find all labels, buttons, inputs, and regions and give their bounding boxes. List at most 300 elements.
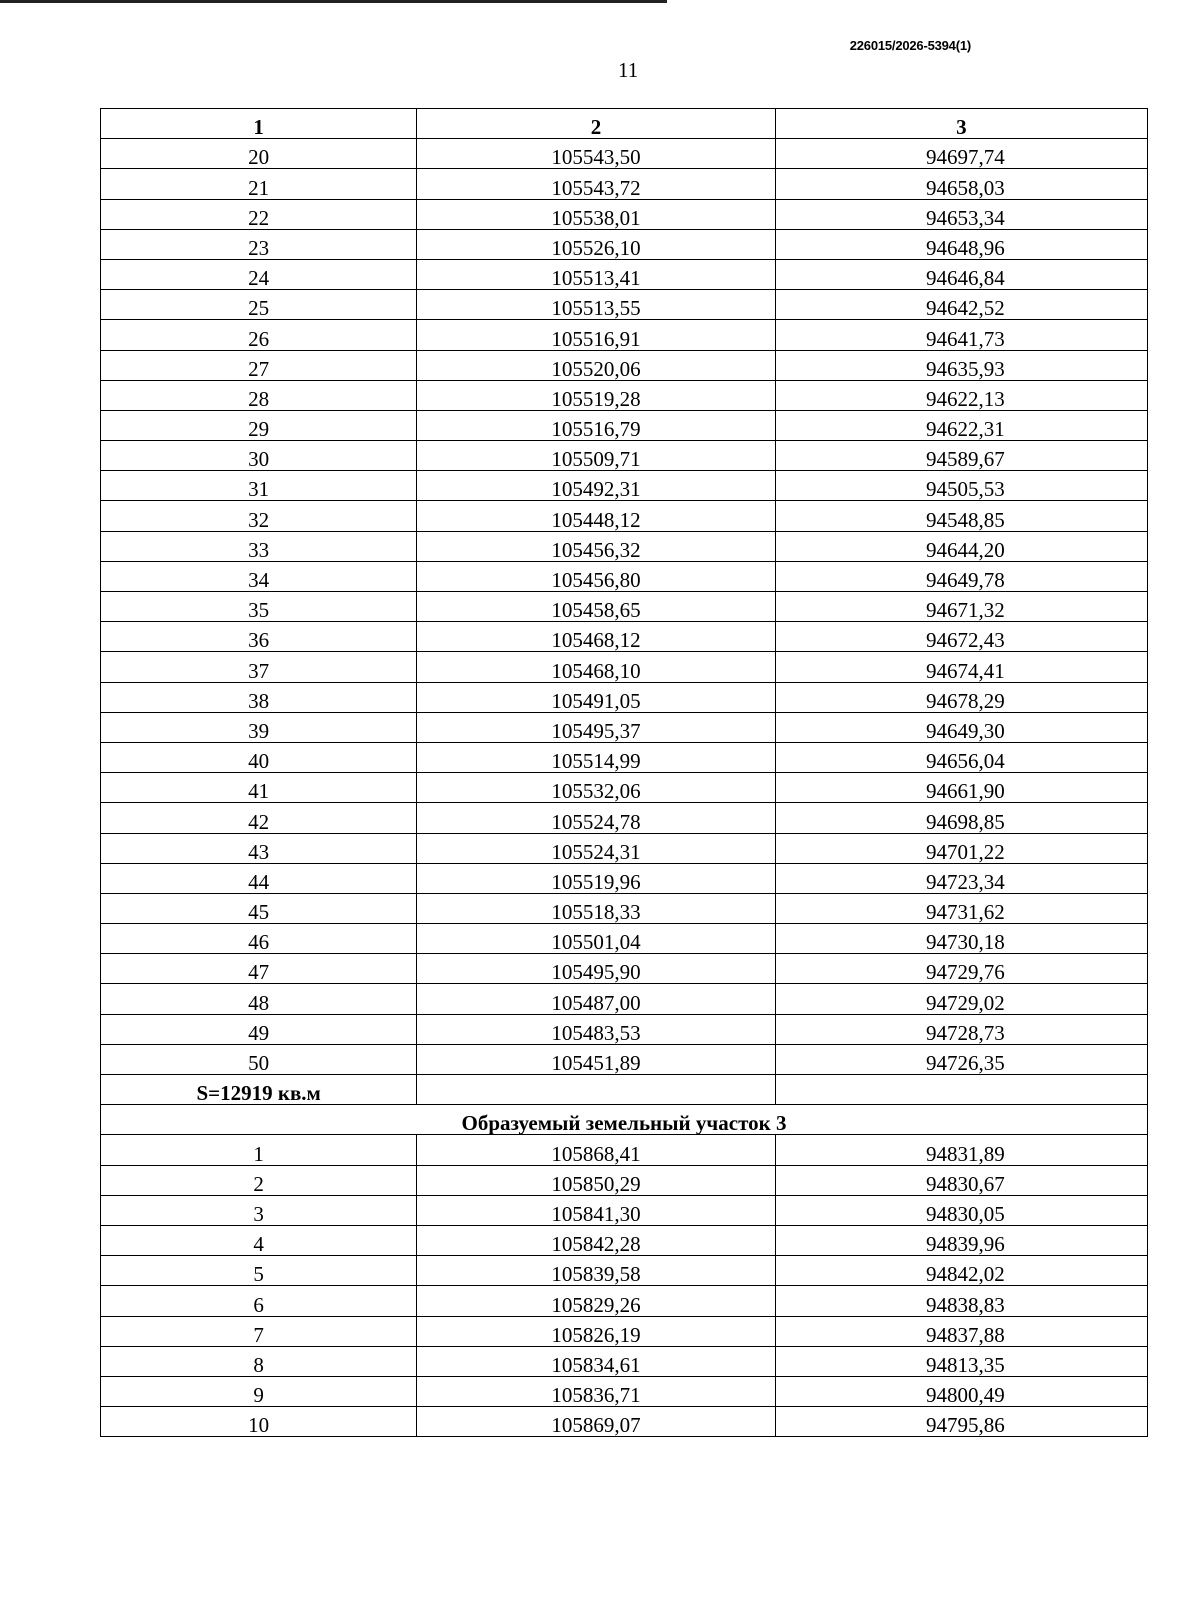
y-coordinate-text: 94646,84 <box>925 266 1005 291</box>
x-coordinate-cell <box>417 592 775 622</box>
table-row <box>101 1376 1148 1406</box>
point-number-cell <box>101 742 417 772</box>
point-number-text: 26 <box>248 326 270 351</box>
point-number-cell <box>101 561 417 591</box>
point-number-cell <box>101 259 417 289</box>
table-row <box>101 652 1148 682</box>
y-coordinate-text: 94723,34 <box>925 869 1005 894</box>
x-coordinate-cell <box>417 229 775 259</box>
table-row <box>101 229 1148 259</box>
y-coordinate-text: 94729,76 <box>925 960 1005 985</box>
x-coordinate-text: 105495,37 <box>551 718 641 743</box>
top-rule <box>0 0 667 3</box>
table-row <box>101 199 1148 229</box>
point-number-text: 3 <box>253 1201 264 1226</box>
x-coordinate-text: 105483,53 <box>551 1020 641 1045</box>
y-coordinate-cell <box>775 1044 1147 1074</box>
point-number-cell <box>101 1044 417 1074</box>
y-coordinate-text: 94731,62 <box>925 900 1005 925</box>
point-number-cell <box>101 954 417 984</box>
point-number-text: 36 <box>248 628 270 653</box>
y-coordinate-text: 94726,35 <box>925 1051 1005 1075</box>
point-number-text: 43 <box>248 839 270 864</box>
point-number-cell <box>101 410 417 440</box>
point-number-cell <box>101 682 417 712</box>
point-number-cell <box>101 833 417 863</box>
point-number-text: 22 <box>248 205 270 230</box>
x-coordinate-cell <box>417 803 775 833</box>
y-coordinate-text: 94672,43 <box>925 628 1005 653</box>
column-header-1: 1 <box>101 109 417 139</box>
x-coordinate-text: 105516,91 <box>551 326 641 351</box>
x-coordinate-cell <box>417 863 775 893</box>
x-coordinate-cell <box>417 1014 775 1044</box>
y-coordinate-cell <box>775 561 1147 591</box>
point-number-cell <box>101 380 417 410</box>
y-coordinate-text: 94837,88 <box>925 1322 1005 1347</box>
x-coordinate-text: 105509,71 <box>551 447 641 472</box>
x-coordinate-text: 105514,99 <box>551 749 641 774</box>
x-coordinate-cell <box>417 561 775 591</box>
point-number-text: 21 <box>248 175 270 200</box>
table-area-section <box>101 1075 1148 1135</box>
x-coordinate-cell <box>417 441 775 471</box>
section-title-row <box>101 1105 1148 1135</box>
point-number-text: 40 <box>248 749 270 774</box>
y-coordinate-text: 94622,13 <box>925 386 1005 411</box>
table-row <box>101 924 1148 954</box>
x-coordinate-cell <box>417 1316 775 1346</box>
point-number-cell <box>101 652 417 682</box>
table-row <box>101 954 1148 984</box>
y-coordinate-cell <box>775 742 1147 772</box>
table-row <box>101 984 1148 1014</box>
area-row <box>101 1075 1148 1105</box>
y-coordinate-cell <box>775 380 1147 410</box>
x-coordinate-cell <box>417 471 775 501</box>
y-coordinate-text: 94635,93 <box>925 356 1005 381</box>
x-coordinate-text: 105524,31 <box>551 839 641 864</box>
table-row <box>101 259 1148 289</box>
x-coordinate-cell <box>417 350 775 380</box>
point-number-cell <box>101 1286 417 1316</box>
y-coordinate-text: 94701,22 <box>925 839 1005 864</box>
point-number-text: 5 <box>253 1262 264 1287</box>
y-coordinate-text: 94678,29 <box>925 688 1005 713</box>
point-number-text: 37 <box>248 658 270 683</box>
point-number-text: 48 <box>248 990 270 1015</box>
x-coordinate-cell <box>417 1165 775 1195</box>
y-coordinate-cell <box>775 1286 1147 1316</box>
x-coordinate-cell <box>417 1135 775 1165</box>
y-coordinate-cell <box>775 924 1147 954</box>
x-coordinate-cell <box>417 682 775 712</box>
table-row <box>101 1044 1148 1074</box>
y-coordinate-cell <box>775 1346 1147 1376</box>
y-coordinate-cell <box>775 1195 1147 1225</box>
point-number-text: 9 <box>253 1383 264 1408</box>
y-coordinate-cell <box>775 199 1147 229</box>
y-coordinate-text: 94661,90 <box>925 779 1005 804</box>
area-label: S=12919 кв.м <box>101 1075 417 1105</box>
x-coordinate-cell <box>417 954 775 984</box>
column-header-2: 2 <box>417 109 775 139</box>
y-coordinate-cell <box>775 652 1147 682</box>
y-coordinate-cell <box>775 863 1147 893</box>
x-coordinate-text: 105519,28 <box>551 386 641 411</box>
table-header-row <box>101 109 1148 139</box>
y-coordinate-cell <box>775 501 1147 531</box>
x-coordinate-text: 105458,65 <box>551 598 641 623</box>
point-number-text: 24 <box>248 266 270 291</box>
x-coordinate-cell <box>417 531 775 561</box>
table-row <box>101 441 1148 471</box>
x-coordinate-cell <box>417 742 775 772</box>
x-coordinate-text: 105526,10 <box>551 235 641 260</box>
coordinates-table <box>100 108 1148 1437</box>
y-coordinate-text: 94641,73 <box>925 326 1005 351</box>
point-number-text: 27 <box>248 356 270 381</box>
x-coordinate-cell <box>417 199 775 229</box>
x-coordinate-cell <box>417 501 775 531</box>
section-title: Образуемый земельный участок 3 <box>101 1105 1148 1135</box>
x-coordinate-cell <box>417 139 775 169</box>
y-coordinate-text: 94729,02 <box>925 990 1005 1015</box>
x-coordinate-cell <box>417 1407 775 1437</box>
y-coordinate-cell <box>775 259 1147 289</box>
table-row <box>101 682 1148 712</box>
point-number-text: 39 <box>248 718 270 743</box>
table-row <box>101 863 1148 893</box>
point-number-cell <box>101 320 417 350</box>
y-coordinate-text: 94658,03 <box>925 175 1005 200</box>
y-coordinate-text: 94813,35 <box>925 1352 1005 1377</box>
table-row <box>101 1407 1148 1437</box>
table-row <box>101 531 1148 561</box>
x-coordinate-cell <box>417 1346 775 1376</box>
y-coordinate-cell <box>775 954 1147 984</box>
y-coordinate-text: 94622,31 <box>925 417 1005 442</box>
y-coordinate-text: 94649,30 <box>925 718 1005 743</box>
y-coordinate-text: 94671,32 <box>925 598 1005 623</box>
x-coordinate-text: 105456,32 <box>551 537 641 562</box>
y-coordinate-text: 94656,04 <box>925 749 1005 774</box>
table-row <box>101 320 1148 350</box>
point-number-cell <box>101 924 417 954</box>
area-empty-cell <box>775 1075 1147 1105</box>
point-number-cell <box>101 1195 417 1225</box>
x-coordinate-cell <box>417 924 775 954</box>
point-number-text: 47 <box>248 960 270 985</box>
point-number-cell <box>101 1256 417 1286</box>
y-coordinate-text: 94698,85 <box>925 809 1005 834</box>
x-coordinate-cell <box>417 833 775 863</box>
y-coordinate-cell <box>775 773 1147 803</box>
y-coordinate-cell <box>775 803 1147 833</box>
point-number-cell <box>101 803 417 833</box>
point-number-text: 4 <box>253 1232 264 1257</box>
x-coordinate-text: 105842,28 <box>551 1232 641 1257</box>
x-coordinate-text: 105456,80 <box>551 568 641 592</box>
x-coordinate-text: 105492,31 <box>551 477 641 502</box>
x-coordinate-text: 105839,58 <box>551 1262 641 1287</box>
point-number-text: 35 <box>248 598 270 623</box>
x-coordinate-text: 105468,12 <box>551 628 641 653</box>
point-number-text: 34 <box>248 568 270 592</box>
x-coordinate-text: 105519,96 <box>551 869 641 894</box>
x-coordinate-text: 105516,79 <box>551 417 641 442</box>
x-coordinate-text: 105834,61 <box>551 1352 641 1377</box>
table-row <box>101 742 1148 772</box>
point-number-text: 45 <box>248 900 270 925</box>
x-coordinate-text: 105868,41 <box>551 1141 641 1166</box>
x-coordinate-text: 105468,10 <box>551 658 641 683</box>
table-row <box>101 1316 1148 1346</box>
x-coordinate-cell <box>417 652 775 682</box>
point-number-cell <box>101 1014 417 1044</box>
x-coordinate-text: 105513,55 <box>551 296 641 321</box>
table-row <box>101 380 1148 410</box>
point-number-cell <box>101 1376 417 1406</box>
y-coordinate-text: 94648,96 <box>925 235 1005 260</box>
point-number-cell <box>101 471 417 501</box>
x-coordinate-text: 105850,29 <box>551 1171 641 1196</box>
x-coordinate-text: 105451,89 <box>551 1051 641 1075</box>
point-number-text: 32 <box>248 507 270 532</box>
point-number-text: 20 <box>248 145 270 170</box>
point-number-text: 29 <box>248 417 270 442</box>
table-row <box>101 833 1148 863</box>
point-number-text: 10 <box>248 1413 270 1438</box>
table-row <box>101 1225 1148 1255</box>
point-number-text: 31 <box>248 477 270 502</box>
y-coordinate-text: 94548,85 <box>925 507 1005 532</box>
x-coordinate-cell <box>417 290 775 320</box>
y-coordinate-cell <box>775 169 1147 199</box>
x-coordinate-cell <box>417 1195 775 1225</box>
y-coordinate-cell <box>775 984 1147 1014</box>
point-number-text: 2 <box>253 1171 264 1196</box>
x-coordinate-text: 105487,00 <box>551 990 641 1015</box>
point-number-text: 25 <box>248 296 270 321</box>
y-coordinate-cell <box>775 893 1147 923</box>
point-number-cell <box>101 622 417 652</box>
y-coordinate-text: 94830,67 <box>925 1171 1005 1196</box>
y-coordinate-text: 94839,96 <box>925 1232 1005 1257</box>
table-row <box>101 1195 1148 1225</box>
x-coordinate-text: 105501,04 <box>551 930 641 955</box>
page-number: 11 <box>618 58 639 82</box>
point-number-cell <box>101 592 417 622</box>
y-coordinate-text: 94505,53 <box>925 477 1005 502</box>
point-number-text: 44 <box>248 869 270 894</box>
x-coordinate-text: 105829,26 <box>551 1292 641 1317</box>
table-row <box>101 1346 1148 1376</box>
x-coordinate-text: 105543,72 <box>551 175 641 200</box>
y-coordinate-cell <box>775 410 1147 440</box>
point-number-text: 1 <box>253 1141 264 1166</box>
x-coordinate-text: 105836,71 <box>551 1383 641 1408</box>
y-coordinate-text: 94644,20 <box>925 537 1005 562</box>
table-row <box>101 290 1148 320</box>
point-number-cell <box>101 1346 417 1376</box>
table-row <box>101 1256 1148 1286</box>
y-coordinate-cell <box>775 1256 1147 1286</box>
point-number-cell <box>101 531 417 561</box>
x-coordinate-text: 105495,90 <box>551 960 641 985</box>
table-row <box>101 1286 1148 1316</box>
table-row <box>101 471 1148 501</box>
x-coordinate-text: 105826,19 <box>551 1322 641 1347</box>
x-coordinate-cell <box>417 1256 775 1286</box>
point-number-text: 6 <box>253 1292 264 1317</box>
x-coordinate-text: 105513,41 <box>551 266 641 291</box>
table-row <box>101 561 1148 591</box>
y-coordinate-text: 94795,86 <box>925 1413 1005 1438</box>
x-coordinate-text: 105448,12 <box>551 507 641 532</box>
point-number-cell <box>101 501 417 531</box>
y-coordinate-cell <box>775 350 1147 380</box>
point-number-text: 30 <box>248 447 270 472</box>
point-number-cell <box>101 1225 417 1255</box>
point-number-text: 8 <box>253 1352 264 1377</box>
point-number-cell <box>101 893 417 923</box>
table-row <box>101 1165 1148 1195</box>
y-coordinate-cell <box>775 531 1147 561</box>
table-row <box>101 350 1148 380</box>
y-coordinate-text: 94649,78 <box>925 568 1005 592</box>
table-body-part2 <box>101 1135 1148 1437</box>
point-number-cell <box>101 290 417 320</box>
table-row <box>101 773 1148 803</box>
y-coordinate-text: 94730,18 <box>925 930 1005 955</box>
point-number-text: 46 <box>248 930 270 955</box>
x-coordinate-text: 105524,78 <box>551 809 641 834</box>
y-coordinate-cell <box>775 320 1147 350</box>
document-number: 226015/2026-5394(1) <box>849 38 971 53</box>
y-coordinate-cell <box>775 139 1147 169</box>
point-number-cell <box>101 1407 417 1437</box>
point-number-cell <box>101 1165 417 1195</box>
y-coordinate-text: 94830,05 <box>925 1201 1005 1226</box>
x-coordinate-text: 105491,05 <box>551 688 641 713</box>
y-coordinate-text: 94697,74 <box>925 145 1005 170</box>
x-coordinate-cell <box>417 1225 775 1255</box>
point-number-cell <box>101 1135 417 1165</box>
point-number-cell <box>101 712 417 742</box>
x-coordinate-cell <box>417 893 775 923</box>
point-number-text: 33 <box>248 537 270 562</box>
y-coordinate-text: 94800,49 <box>925 1383 1005 1408</box>
y-coordinate-cell <box>775 592 1147 622</box>
table-row <box>101 1135 1148 1165</box>
y-coordinate-cell <box>775 1165 1147 1195</box>
point-number-cell <box>101 773 417 803</box>
y-coordinate-cell <box>775 471 1147 501</box>
table-row <box>101 139 1148 169</box>
point-number-cell <box>101 441 417 471</box>
y-coordinate-cell <box>775 622 1147 652</box>
x-coordinate-text: 105520,06 <box>551 356 641 381</box>
point-number-cell <box>101 350 417 380</box>
x-coordinate-cell <box>417 169 775 199</box>
table-row <box>101 169 1148 199</box>
point-number-text: 23 <box>248 235 270 260</box>
point-number-cell <box>101 984 417 1014</box>
table-row <box>101 592 1148 622</box>
x-coordinate-cell <box>417 1376 775 1406</box>
x-coordinate-cell <box>417 622 775 652</box>
x-coordinate-cell <box>417 1286 775 1316</box>
point-number-text: 41 <box>248 779 270 804</box>
point-number-text: 28 <box>248 386 270 411</box>
table-row <box>101 501 1148 531</box>
x-coordinate-cell <box>417 984 775 1014</box>
x-coordinate-text: 105538,01 <box>551 205 641 230</box>
y-coordinate-text: 94653,34 <box>925 205 1005 230</box>
y-coordinate-text: 94831,89 <box>925 1141 1005 1166</box>
y-coordinate-cell <box>775 712 1147 742</box>
point-number-cell <box>101 863 417 893</box>
point-number-text: 50 <box>248 1051 270 1075</box>
table-row <box>101 622 1148 652</box>
table-row <box>101 1014 1148 1044</box>
point-number-text: 7 <box>253 1322 264 1347</box>
x-coordinate-text: 105841,30 <box>551 1201 641 1226</box>
y-coordinate-cell <box>775 833 1147 863</box>
y-coordinate-cell <box>775 1135 1147 1165</box>
table-row <box>101 712 1148 742</box>
y-coordinate-text: 94589,67 <box>925 447 1005 472</box>
x-coordinate-text: 105518,33 <box>551 900 641 925</box>
table-row <box>101 410 1148 440</box>
y-coordinate-cell <box>775 290 1147 320</box>
area-empty-cell <box>417 1075 775 1105</box>
x-coordinate-text: 105869,07 <box>551 1413 641 1438</box>
point-number-cell <box>101 139 417 169</box>
table-row <box>101 803 1148 833</box>
x-coordinate-cell <box>417 773 775 803</box>
y-coordinate-cell <box>775 1225 1147 1255</box>
x-coordinate-cell <box>417 712 775 742</box>
y-coordinate-text: 94838,83 <box>925 1292 1005 1317</box>
y-coordinate-text: 94674,41 <box>925 658 1005 683</box>
y-coordinate-cell <box>775 441 1147 471</box>
table-row <box>101 893 1148 923</box>
y-coordinate-text: 94842,02 <box>925 1262 1005 1287</box>
point-number-cell <box>101 229 417 259</box>
y-coordinate-cell <box>775 229 1147 259</box>
point-number-text: 49 <box>248 1020 270 1045</box>
point-number-text: 42 <box>248 809 270 834</box>
x-coordinate-text: 105532,06 <box>551 779 641 804</box>
point-number-text: 38 <box>248 688 270 713</box>
y-coordinate-text: 94728,73 <box>925 1020 1005 1045</box>
y-coordinate-cell <box>775 1316 1147 1346</box>
y-coordinate-cell <box>775 1407 1147 1437</box>
point-number-cell <box>101 199 417 229</box>
x-coordinate-cell <box>417 1044 775 1074</box>
x-coordinate-cell <box>417 380 775 410</box>
y-coordinate-cell <box>775 1014 1147 1044</box>
x-coordinate-text: 105543,50 <box>551 145 641 170</box>
x-coordinate-cell <box>417 320 775 350</box>
y-coordinate-text: 94642,52 <box>925 296 1005 321</box>
point-number-cell <box>101 1316 417 1346</box>
x-coordinate-cell <box>417 259 775 289</box>
y-coordinate-cell <box>775 1376 1147 1406</box>
point-number-cell <box>101 169 417 199</box>
